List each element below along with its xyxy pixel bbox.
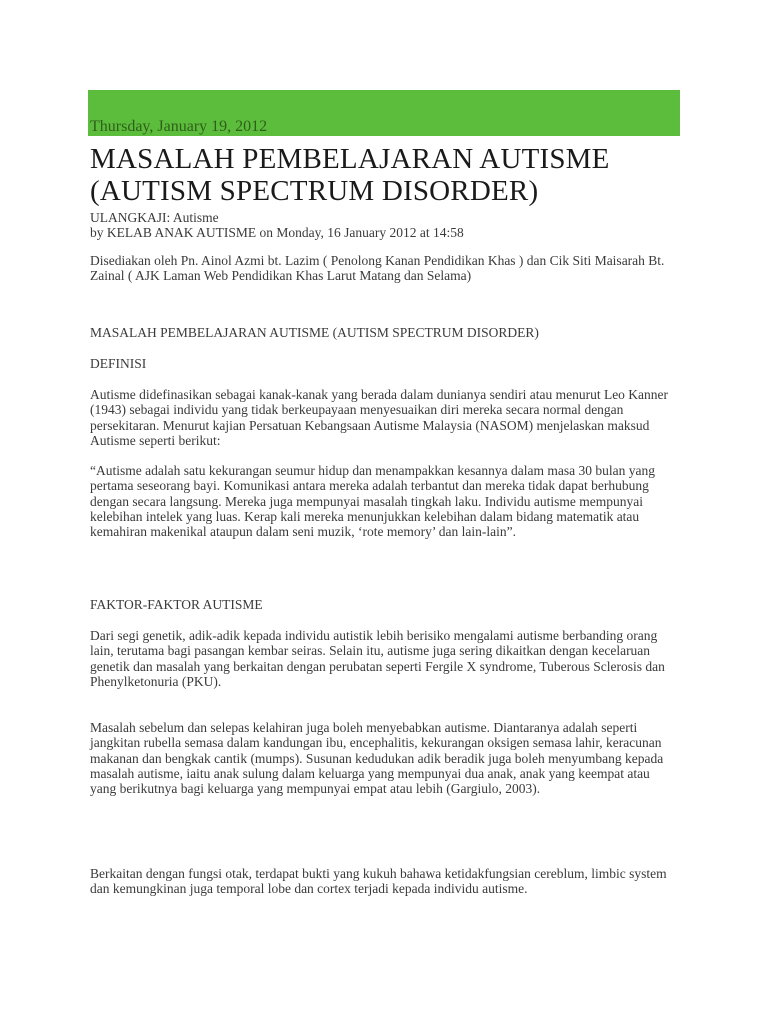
post-title: MASALAH PEMBELAJARAN AUTISME (AUTISM SPECTRUM DISORDER): [90, 143, 610, 207]
subheading-text: MASALAH PEMBELAJARAN AUTISME (AUTISM SPECTRUM DISORDER): [90, 325, 539, 340]
section-subheading: [90, 325, 670, 340]
post-meta: [90, 210, 670, 241]
faktor-text-1: Dari segi genetik, adik-adik kepada individu autistik lebih berisiko mengalami autisme berbanding orang lain, terutama bagi pasangan kembar seiras. Selain itu, autisme juga sering dikaitkan dengan kecelaruan genetik dan masalah yang berkaitan dengan perubatan seperti Fergile X syndrome, Tuberous Sclerosis dan Phenylketonuria (PKU).: [90, 628, 665, 689]
faktor-text-2: Masalah sebelum dan selepas kelahiran juga boleh menyebabkan autisme. Diantaranya adalah seperti jangkitan rubella semasa dalam kandungan ibu, encephalitis, kekurangan oksigen semasa lahir, keracunan makanan dan bengkak cantik (mumps). Susunan kedudukan adik beradik juga boleh menyumbang kepada masalah autisme, iaitu anak sulung dalam keluarga yang mempunyai dua anak, anak yang keempat atau yang berikutnya bagi keluarga yang mempunyai empat atau lebih (Gargiulo, 2003).: [90, 720, 664, 797]
faktor-text-3: Berkaitan dengan fungsi otak, terdapat bukti yang kukuh bahawa ketidakfungsian cereblum, limbic system dan kemungkinan juga temporal lobe dan cortex terjadi kepada individu autisme.: [90, 866, 667, 897]
quote-text: “Autisme adalah satu kekurangan seumur hidup dan menampakkan kesannya dalam masa 30 bulan yang pertama seseorang bayi. Komunikasi antara mereka adalah terbantut dan mereka tidak dapat berhubung dengan secara langsung. Mereka juga mempunyai masalah tingkah laku. Individu autisme mempunyai kelebihan intelek yang luas. Kerap kali mereka menunjukkan kelebihan dalam bidang matematik atau kemahiran makenikal ataupun dalam seni muzik, ‘rote memory’ dan lain-lain”.: [90, 463, 655, 540]
faktor-heading: [90, 597, 670, 612]
definisi-heading-text: DEFINISI: [90, 356, 147, 371]
prepared-by-paragraph: [90, 253, 670, 284]
post-byline: by KELAB ANAK AUTISME on Monday, 16 January 2012 at 14:58: [90, 225, 464, 241]
faktor-heading-text: FAKTOR-FAKTOR AUTISME: [90, 597, 263, 612]
prepared-by-text: Disediakan oleh Pn. Ainol Azmi bt. Lazim ( Penolong Kanan Pendidikan Khas ) dan Cik Siti Maisarah Bt. Zainal ( AJK Laman Web Pendidikan Khas Larut Matang dan Selama): [90, 253, 665, 284]
faktor-paragraph-1: [90, 628, 670, 689]
faktor-paragraph-3: [90, 866, 670, 897]
definisi-paragraph: [90, 387, 670, 448]
post-date: Thursday, January 19, 2012: [90, 118, 268, 135]
review-label: ULANGKAJI: Autisme: [90, 210, 219, 225]
definisi-heading: [90, 356, 670, 371]
faktor-paragraph-2: [90, 720, 670, 796]
quote-paragraph: [90, 463, 670, 539]
definisi-text: Autisme didefinasikan sebagai kanak-kanak yang berada dalam dunianya sendiri atau menurut Leo Kanner (1943) sebagai individu yang tidak berkeupayaan menyesuaikan diri mereka secara normal dengan persekitaran. Menurut kajian Persatuan Kebangsaan Autisme Malaysia (NASOM) menjelaskan maksud Autisme seperti berikut:: [90, 387, 669, 448]
